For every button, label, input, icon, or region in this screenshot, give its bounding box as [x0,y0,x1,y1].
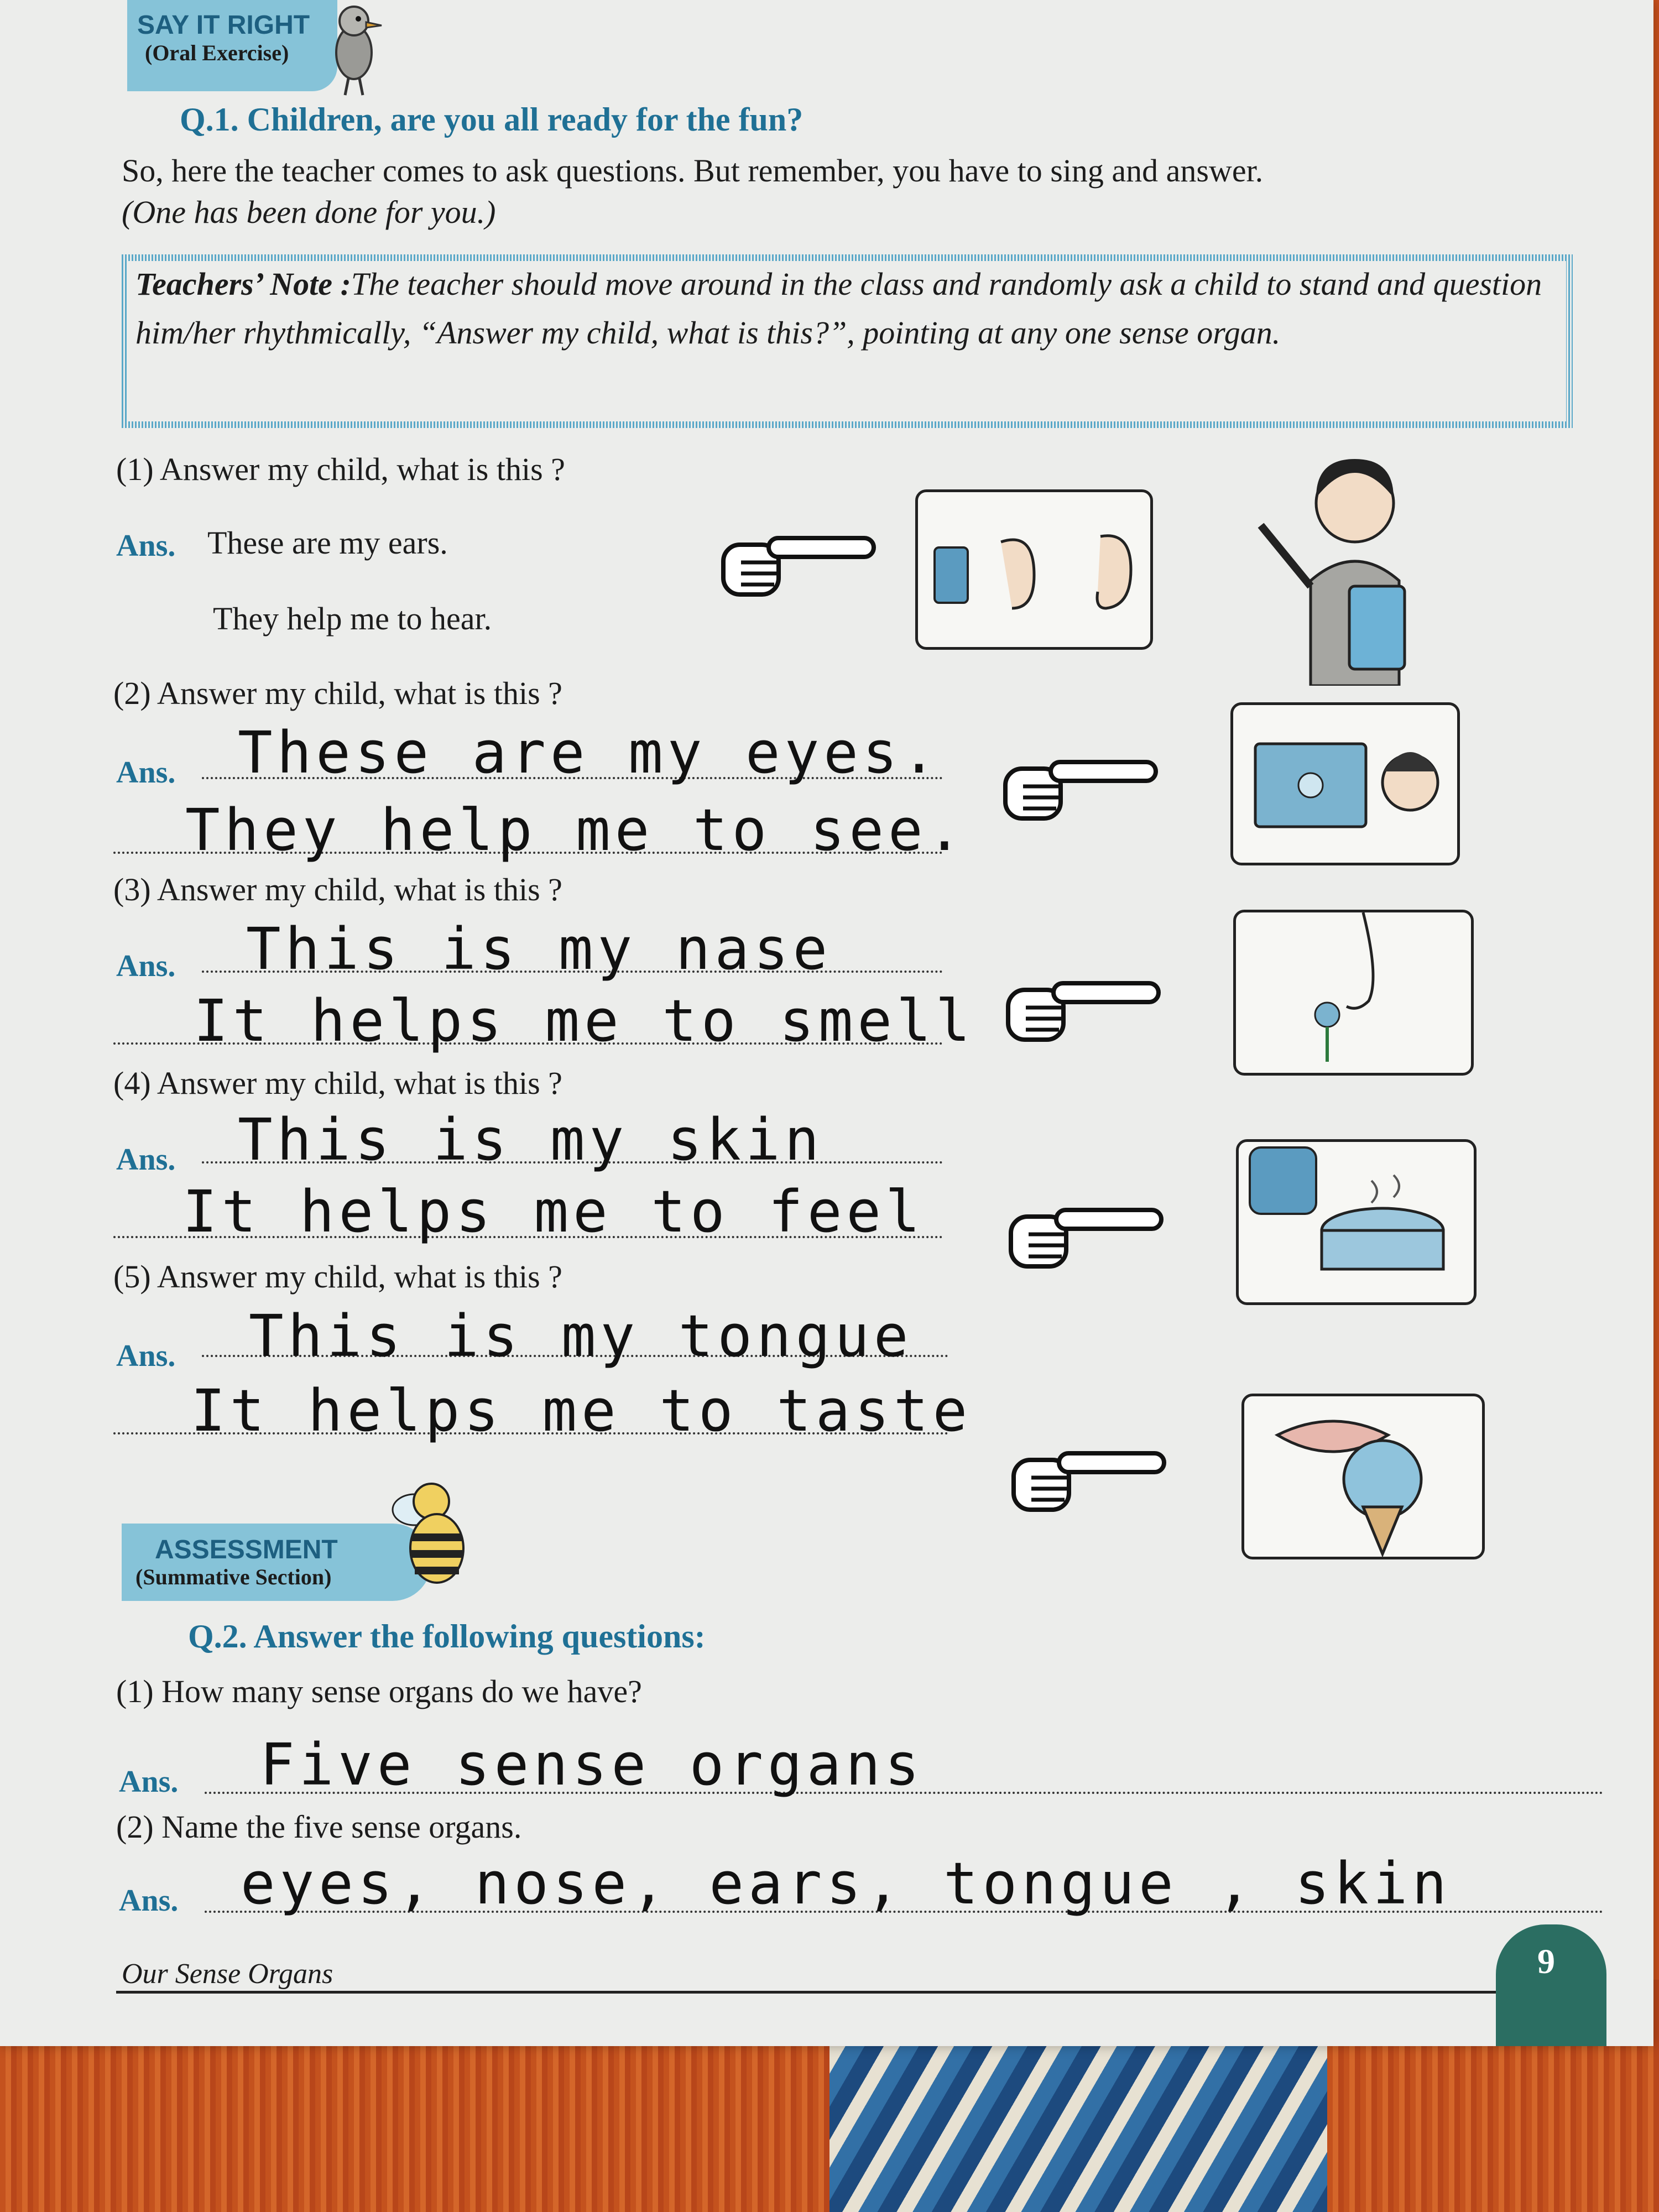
question-2: (2) Answer my child, what is this ? [113,675,562,711]
pointing-hand-icon [719,528,879,603]
question-3: (3) Answer my child, what is this ? [113,872,562,907]
answer-label-2: Ans. [116,755,176,790]
nose-and-flower-icon [1236,912,1471,1073]
q1-heading: Q.1. Children, are you all ready for the fun? [180,101,804,138]
q2-question-2: (2) Name the five sense organs. [116,1809,522,1845]
handwritten-answer-3-line-2: It helps me to smell [194,987,975,1055]
tongue-picture [1241,1394,1485,1559]
handwritten-answer-2-line-1: These are my eyes. [238,719,941,786]
handwritten-answer-2-line-2: They help me to see. [185,796,967,864]
question-4: (4) Answer my child, what is this ? [113,1065,562,1101]
assessment-title: ASSESSMENT [155,1535,338,1564]
chapter-title-footer: Our Sense Organs [122,1958,333,1990]
answer-label-5: Ans. [116,1339,176,1373]
teachers-note-label: Teachers’ Note : [135,266,351,302]
tv-and-boy-icon [1233,705,1457,863]
q2-heading: Q.2. Answer the following questions: [188,1618,706,1655]
bird-icon [315,0,393,100]
answer-1-line-1: These are my ears. [207,525,448,561]
answer-1-line-2: They help me to hear. [213,601,492,637]
teachers-note [135,260,1551,357]
eyes-picture [1230,702,1460,865]
bee-icon [382,1471,476,1598]
skin-picture [1236,1139,1477,1305]
question-1: (1) Answer my child, what is this ? [116,451,565,487]
banner-title: SAY IT RIGHT [137,11,310,40]
pointing-hand-icon [1004,973,1164,1048]
ear-icon [918,492,1150,647]
handwritten-q2-answer-2: eyes, nose, ears, tongue , skin [241,1850,1452,1917]
handwritten-q2-answer-1: Five sense organs [260,1731,924,1798]
q1-example-note: (One has been done for you.) [122,194,496,230]
answer-label-3: Ans. [116,949,176,983]
pointing-hand-icon [1006,1200,1167,1275]
question-5: (5) Answer my child, what is this ? [113,1259,562,1295]
pointing-hand-icon [1001,752,1161,827]
teacher-illustration [1228,453,1460,686]
handwritten-answer-5-line-2: It helps me to taste [191,1377,972,1444]
teachers-note-text: The teacher should move around in the class and randomly ask a child to stand and question him/her rhythmically, “Answer my child, what is this?”, pointing at any one sense organ. [135,266,1542,351]
nose-picture [1233,910,1474,1076]
answer-label-4: Ans. [116,1142,176,1177]
hand-near-hot-pot-icon [1239,1142,1474,1302]
pointing-hand-icon [1009,1443,1170,1518]
banner-subtitle: (Oral Exercise) [145,40,289,65]
q1-instruction: So, here the teacher comes to ask questions. But remember, you have to sing and answer. [122,153,1264,189]
handwritten-answer-4-line-1: This is my skin [238,1106,824,1173]
tongue-and-ice-cream-icon [1244,1396,1482,1557]
q2-answer-label-2: Ans. [119,1884,179,1918]
assessment-subtitle: (Summative Section) [135,1564,332,1589]
page-number: 9 [1537,1942,1555,1981]
q2-question-1: (1) How many sense organs do we have? [116,1673,642,1709]
handwritten-answer-3-line-1: This is my nase [246,915,832,983]
handwritten-answer-4-line-2: It helps me to feel [182,1178,925,1245]
ears-picture [915,489,1153,650]
footer-rule [116,1991,1510,1994]
handwritten-answer-5-line-1: This is my tongue [249,1302,913,1370]
answer-label-1: Ans. [116,529,176,563]
q2-answer-label-1: Ans. [119,1765,179,1799]
